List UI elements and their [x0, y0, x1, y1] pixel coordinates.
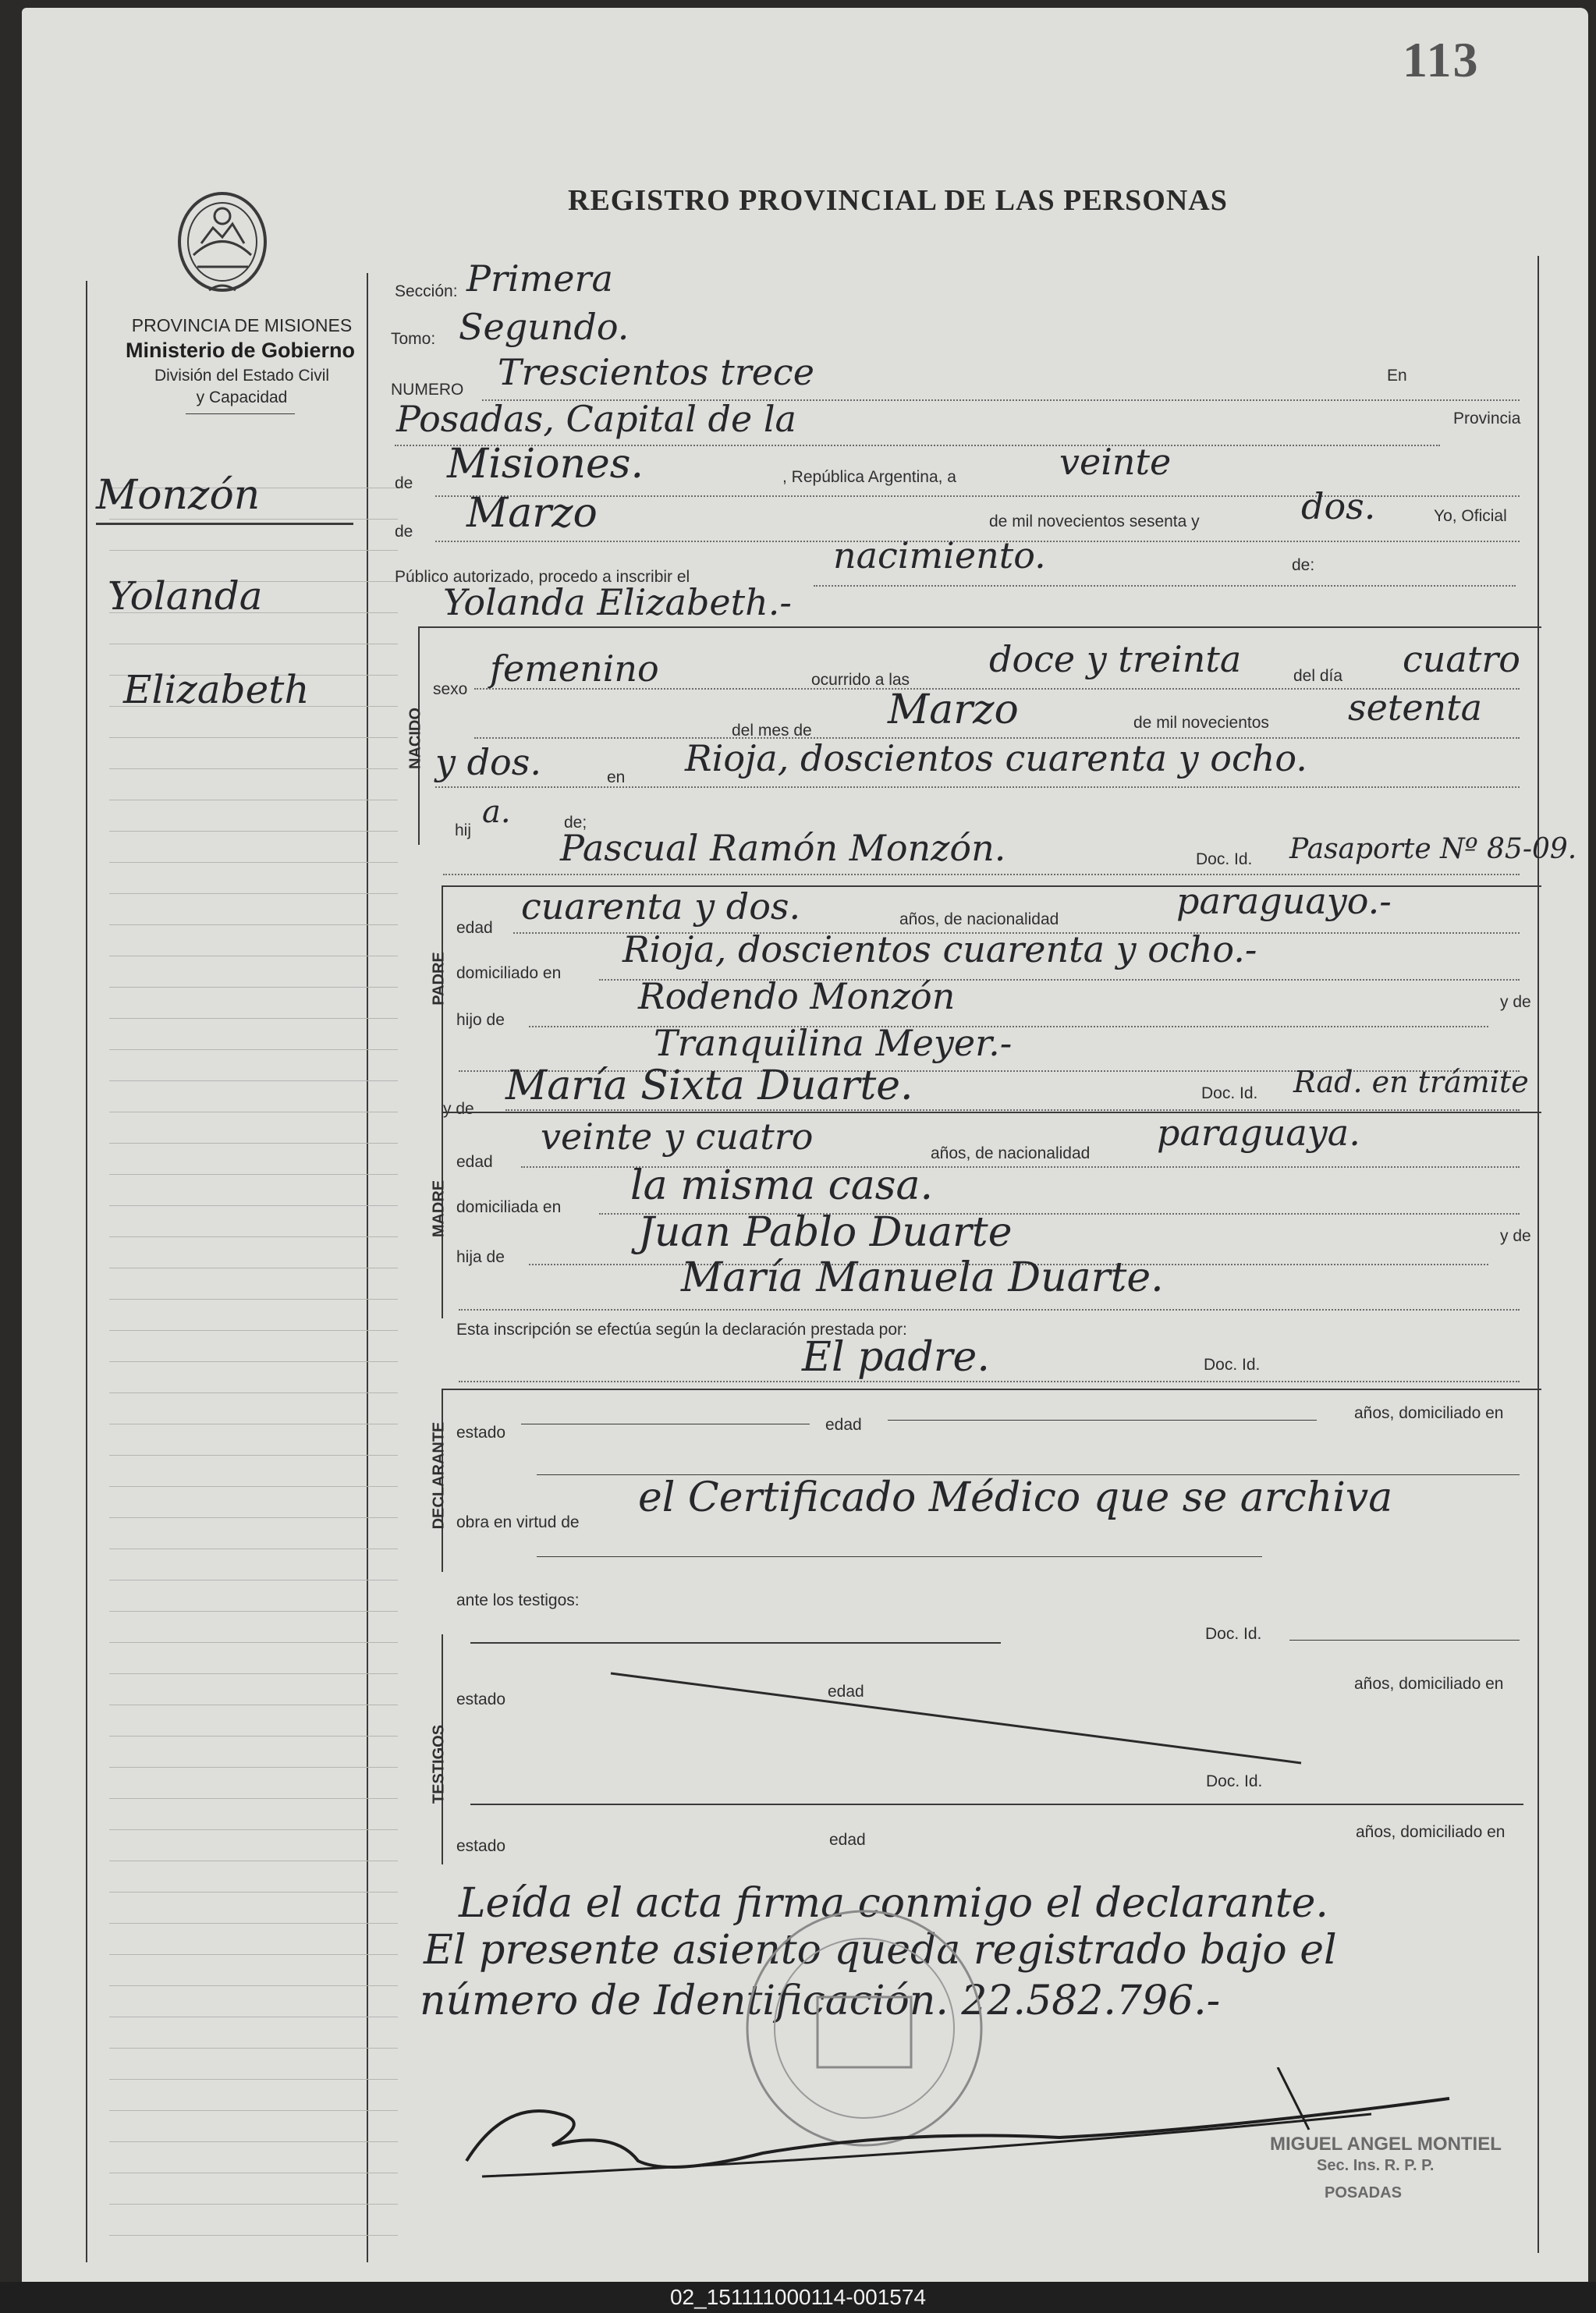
ruled-line: [109, 1455, 398, 1456]
ruled-line: [109, 1299, 398, 1300]
ruled-line: [109, 1985, 398, 1986]
ruled-line: [109, 924, 398, 925]
padre-dom-value: Rioja, doscientos cuarenta y ocho.-: [622, 928, 1257, 970]
dia-value: veinte: [1059, 441, 1172, 483]
ruled-line: [109, 893, 398, 894]
ruled-line: [109, 1143, 398, 1144]
obra-label: obra en virtud de: [456, 1513, 580, 1531]
ruled-line: [109, 1080, 398, 1081]
yo-oficial-label: Yo, Oficial: [1434, 507, 1507, 525]
testigo1-estado-label: estado: [456, 1690, 506, 1708]
nota-line-3: número de Identificación. 22.582.796.-: [420, 1978, 1221, 2024]
nota-line-2: El presente asiento queda registrado bajo el: [424, 1927, 1337, 1974]
madre-doc-label: Doc. Id.: [1201, 1084, 1258, 1102]
madre-dom-value: la misma casa.: [630, 1162, 933, 1209]
ruled-line: [109, 1174, 398, 1175]
declarante-top-line: [442, 1389, 1541, 1390]
ruled-line: [109, 1205, 398, 1206]
padre-edad-value: cuarenta y dos.: [521, 885, 801, 928]
declarante-estado-label: estado: [456, 1424, 506, 1442]
ruled-line: [109, 1829, 398, 1830]
de-mil-2-label: de mil novecientos: [1133, 714, 1269, 732]
left-column-border: [86, 281, 87, 2262]
padre-nombre-value: Pascual Ramón Monzón.: [560, 827, 1006, 869]
margin-surname: Monzón: [96, 472, 261, 519]
declarante-doc-label: Doc. Id.: [1204, 1356, 1261, 1374]
testigo2-anos-label: años, domiciliado en: [1356, 1823, 1506, 1841]
ruled-line: [109, 1486, 398, 1487]
lugar-nac-value: Rioja, doscientos cuarenta y ocho.: [685, 737, 1307, 779]
ruled-line: [109, 2141, 398, 2142]
abuelo-m-value: Juan Pablo Duarte: [638, 1209, 1013, 1256]
ruled-line: [109, 1673, 398, 1674]
ruled-line: [109, 1954, 398, 1955]
testigo1-doc-label: Doc. Id.: [1205, 1625, 1262, 1643]
madre-y-de-label: y de: [443, 1100, 474, 1118]
ruled-line: [109, 1767, 398, 1768]
sexo-value: femenino: [490, 647, 659, 690]
madre-edad-label: edad: [456, 1153, 493, 1171]
provincia-label: Provincia: [1453, 410, 1521, 427]
del-dia-label: del día: [1293, 667, 1343, 685]
de-label-2: de: [395, 523, 413, 541]
numero-value: Trescientos trece: [498, 351, 814, 393]
declarante-section-label: DECLARANTE: [430, 1421, 448, 1530]
ruled-line: [109, 1892, 398, 1893]
ruled-line: [109, 1330, 398, 1331]
madre-y-de-2-label: y de: [1500, 1227, 1531, 1245]
ruled-line: [109, 1517, 398, 1518]
abuela-m-value: María Manuela Duarte.: [681, 1254, 1164, 1301]
padre-dom-label: domiciliado en: [456, 964, 562, 982]
padre-doc-value: Pasaporte Nº 85-09.: [1289, 833, 1577, 865]
acto-value: nacimiento.: [833, 534, 1046, 576]
abuela-p-value: Tranquilina Meyer.-: [654, 1022, 1013, 1064]
hora-value: doce y treinta: [989, 638, 1242, 680]
testigo2-doc-label: Doc. Id.: [1206, 1772, 1263, 1790]
numero-label: NUMERO: [391, 381, 464, 399]
ruled-line: [109, 1236, 398, 1237]
hija-de-label: hija de: [456, 1248, 505, 1266]
ruled-line: [109, 1361, 398, 1362]
right-border: [1537, 256, 1539, 2253]
padre-y-de-label: y de: [1500, 993, 1531, 1011]
nacido-section-label: NACIDO: [406, 708, 424, 769]
ruled-line: [109, 1736, 398, 1737]
provincia-value: Misiones.: [447, 441, 644, 488]
nombre-value: Yolanda Elizabeth.-: [443, 581, 792, 623]
declarante-value: El padre.: [802, 1334, 990, 1381]
stamp-line-1: MIGUEL ANGEL MONTIEL: [1270, 2134, 1502, 2155]
de-label: de: [395, 474, 413, 492]
obra-value: el Certificado Médico que se archiva: [638, 1474, 1393, 1521]
province-label: PROVINCIA DE MISIONES: [131, 315, 353, 335]
padre-nac-value: paraguayo.-: [1176, 880, 1392, 922]
margin-first-name: Yolanda: [108, 573, 263, 619]
en-nac-label: en: [607, 768, 626, 786]
ruled-line: [109, 2079, 398, 2080]
ruled-line: [109, 768, 398, 769]
madre-edad-value: veinte y cuatro: [541, 1116, 814, 1158]
ruled-line: [109, 2048, 398, 2049]
ano-nac-1-value: setenta: [1348, 686, 1483, 729]
division-label-2: y Capacidad: [196, 388, 288, 406]
abuelo-p-value: Rodendo Monzón: [638, 975, 956, 1017]
nota-line-1: Leída el acta firma conmigo el declarante.: [459, 1880, 1328, 1927]
padre-anos-label: años, de nacionalidad: [899, 910, 1059, 928]
madre-anos-label: años, de nacionalidad: [931, 1144, 1091, 1162]
testigo1-anos-label: años, domiciliado en: [1354, 1675, 1504, 1693]
inscripcion-label: Esta inscripción se efectúa según la declaración prestada por:: [456, 1321, 907, 1339]
madre-section-label: MADRE: [430, 1180, 448, 1238]
ruled-line: [109, 550, 398, 551]
madre-nombre-value: María Sixta Duarte.: [505, 1062, 913, 1109]
sexo-label: sexo: [433, 680, 468, 698]
margin-second-name: Elizabeth: [123, 667, 310, 712]
mes-nac-value: Marzo: [888, 686, 1019, 733]
ano-value: dos.: [1301, 485, 1376, 527]
seccion-value: Primera: [466, 257, 613, 300]
ano-nac-2-value: y dos.: [435, 741, 541, 783]
declarante-anos-label: años, domiciliado en: [1354, 1404, 1504, 1422]
ruled-line: [109, 519, 398, 520]
testigo2-edad-label: edad: [829, 1831, 866, 1849]
page-title: REGISTRO PROVINCIAL DE LAS PERSONAS: [568, 184, 1228, 217]
dia-nac-value: cuatro: [1403, 638, 1520, 680]
ruled-line: [109, 987, 398, 988]
madre-dom-label: domiciliada en: [456, 1198, 562, 1216]
padre-section-label: PADRE: [430, 952, 448, 1006]
ruled-line: [109, 1798, 398, 1799]
nacido-top-line: [418, 626, 1541, 628]
stamp-line-3: POSADAS: [1325, 2184, 1402, 2201]
ante-testigos-label: ante los testigos:: [456, 1591, 580, 1609]
de-semicolon-label: de;: [564, 814, 587, 832]
testigos-section-label: TESTIGOS: [430, 1724, 448, 1804]
division-label-1: División del Estado Civil: [154, 367, 330, 385]
ruled-line: [109, 1049, 398, 1050]
ministry-label: Ministerio de Gobierno: [125, 339, 356, 362]
hijo-de-label: hijo de: [456, 1011, 505, 1029]
ruled-line: [109, 831, 398, 832]
madre-nac-value: paraguaya.: [1157, 1112, 1360, 1154]
de-mil-label: de mil novecientos sesenta y: [989, 513, 1200, 530]
ruled-line: [109, 1611, 398, 1612]
cancel-stroke: [607, 1669, 1309, 1771]
ruled-line: [109, 862, 398, 863]
tomo-label: Tomo:: [391, 330, 436, 348]
de-colon-label: de:: [1292, 556, 1315, 574]
republica-label: , República Argentina, a: [782, 468, 956, 486]
seccion-label: Sección:: [395, 282, 458, 300]
madre-doc-value: Rad. en trámite: [1293, 1065, 1529, 1099]
provincial-seal-icon: [170, 181, 275, 298]
hij-suffix-value: a.: [482, 794, 511, 830]
lugar-value: Posadas, Capital de la: [396, 398, 796, 440]
testigo2-estado-label: estado: [456, 1837, 506, 1855]
stamp-line-2: Sec. Ins. R. P. P.: [1317, 2157, 1435, 2174]
hij-label: hij: [455, 821, 472, 839]
page-number: 113: [1403, 32, 1480, 87]
ruled-line: [109, 1642, 398, 1643]
padre-doc-label: Doc. Id.: [1196, 850, 1253, 868]
ocurrido-label: ocurrido a las: [811, 671, 910, 689]
ruled-line: [109, 2204, 398, 2205]
ruled-line: [109, 1923, 398, 1924]
document-page: [22, 8, 1588, 2282]
publico-label: Público autorizado, procedo a inscribir el: [395, 568, 690, 586]
mes-value: Marzo: [466, 490, 598, 537]
en-label: En: [1387, 367, 1407, 385]
ruled-line: [109, 1392, 398, 1393]
declarante-edad-label: edad: [825, 1416, 862, 1434]
ruled-line: [109, 2110, 398, 2111]
padre-edad-label: edad: [456, 919, 493, 937]
tomo-value: Segundo.: [459, 306, 630, 348]
del-mes-label: del mes de: [732, 722, 812, 740]
madre-top-line: [442, 1112, 1541, 1113]
image-caption: 02_151111000114-001574: [0, 2282, 1596, 2313]
ruled-line: [109, 2235, 398, 2236]
testigo1-edad-label: edad: [828, 1683, 864, 1701]
ruled-line: [109, 1018, 398, 1019]
ruled-line: [109, 737, 398, 738]
